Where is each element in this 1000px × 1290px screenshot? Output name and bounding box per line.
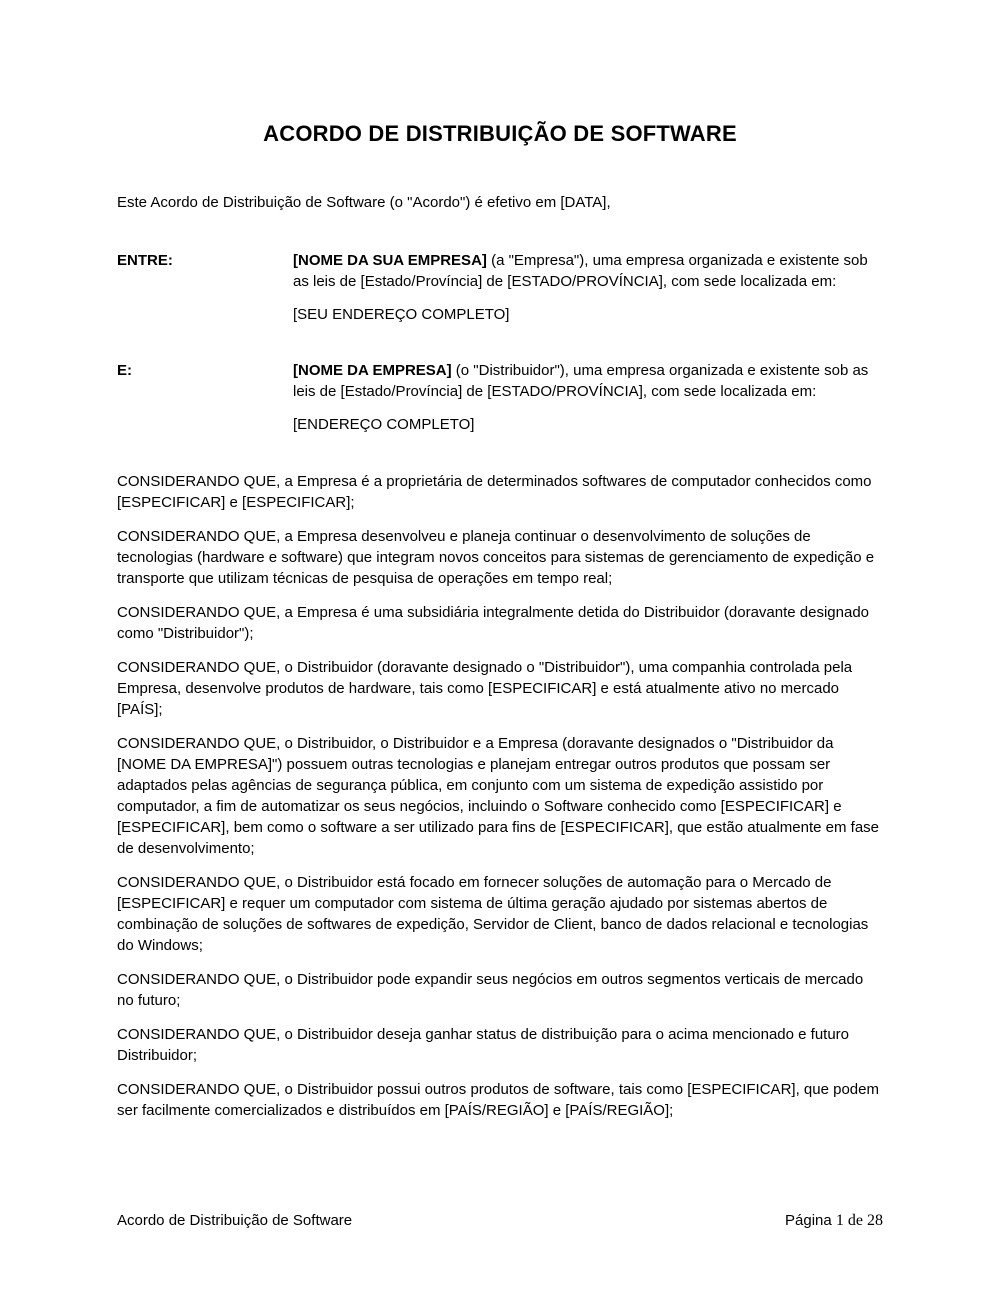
party-label-e: E: (117, 362, 132, 379)
party-company-name: [NOME DA EMPRESA] (293, 362, 452, 379)
recital-paragraph: CONSIDERANDO QUE, o Distribuidor possui outros produtos de software, tais como [ESPECIFICAR], que podem ser facilmente comercializados e distribuídos em [PAÍS/REGIÃO] e [PAÍS/REGIÃO]; (117, 1081, 879, 1119)
recital-paragraph: CONSIDERANDO QUE, o Distribuidor deseja ganhar status de distribuição para o acima mencionado e futuro Distribuidor; (117, 1026, 850, 1064)
footer-page-info: 1 de 28 (835, 1212, 883, 1229)
party-label-entre: ENTRE: (117, 252, 173, 269)
party-description (293, 250, 883, 292)
page-footer (117, 1210, 883, 1231)
party-row (117, 360, 883, 402)
footer-page-number (785, 1210, 883, 1231)
party-address: [ENDEREÇO COMPLETO] (293, 416, 475, 433)
party-block-entre (117, 250, 883, 325)
document-title: ACORDO DE DISTRIBUIÇÃO DE SOFTWARE (263, 121, 737, 146)
party-company-name: [NOME DA SUA EMPRESA] (293, 252, 487, 269)
recital-paragraph: CONSIDERANDO QUE, a Empresa é uma subsidiária integralmente detida do Distribuidor (doravante designado como "Distribuidor"); (117, 604, 870, 642)
recital-paragraph: CONSIDERANDO QUE, o Distribuidor está focado em fornecer soluções de automação para o Mercado de [ESPECIFICAR] e requer um computador com sistema de última geração ajudado por sistemas abertos de combinação de soluções de softwares de expedição, Servidor de Client, banco de dados relacional e tecnologias do Windows; (117, 874, 869, 954)
recital-paragraph: CONSIDERANDO QUE, o Distribuidor (doravante designado o "Distribuidor"), uma companhia controlada pela Empresa, desenvolve produtos de hardware, tais como [ESPECIFICAR] e está atualmente ativo no mercado [PAÍS]; (117, 659, 853, 718)
footer-page-label: Página (785, 1212, 836, 1229)
intro-paragraph: Este Acordo de Distribuição de Software (o "Acordo") é efetivo em [DATA], (117, 194, 611, 211)
recital-paragraph: CONSIDERANDO QUE, a Empresa desenvolveu e planeja continuar o desenvolvimento de soluções de tecnologias (hardware e software) que integram novos conceitos para sistemas de gerenciamento de expedição e transporte que utilizam técnicas de pesquisa de operações em tempo real; (117, 528, 875, 587)
recital-paragraph: CONSIDERANDO QUE, o Distribuidor pode expandir seus negócios em outros segmentos verticais de mercado no futuro; (117, 971, 864, 1009)
party-description-text: (o "Distribuidor"), uma empresa organizada e existente sob as leis de [Estado/Província] de [ESTADO/PROVÍNCIA], com sede localizada em: (293, 362, 869, 400)
recital-paragraph: CONSIDERANDO QUE, a Empresa é a proprietária de determinados softwares de computador conhecidos como [ESPECIFICAR] e [ESPECIFICAR]; (117, 473, 872, 511)
party-row (117, 250, 883, 292)
party-description (293, 360, 883, 402)
recital-paragraph: CONSIDERANDO QUE, o Distribuidor, o Distribuidor e a Empresa (doravante designados o "Distribuidor da [NOME DA EMPRESA]") possuem outras tecnologias e planejam entregar outros produtos que possam ser adaptados pelas agências de segurança pública, em conjunto com um sistema de expedição assistido por computador, a fim de automatizar os seus negócios, incluindo o Software conhecido como [ESPECIFICAR] e [ESPECIFICAR], bem como o software a ser utilizado para fins de [ESPECIFICAR], que estão atualmente em fase de desenvolvimento; (117, 735, 880, 857)
footer-document-name: Acordo de Distribuição de Software (117, 1212, 353, 1229)
party-address: [SEU ENDEREÇO COMPLETO] (293, 306, 510, 323)
party-block-e (117, 360, 883, 435)
party-description-text: (a "Empresa"), uma empresa organizada e existente sob as leis de [Estado/Província] de [ESTADO/PROVÍNCIA], com sede localizada em: (293, 252, 868, 290)
